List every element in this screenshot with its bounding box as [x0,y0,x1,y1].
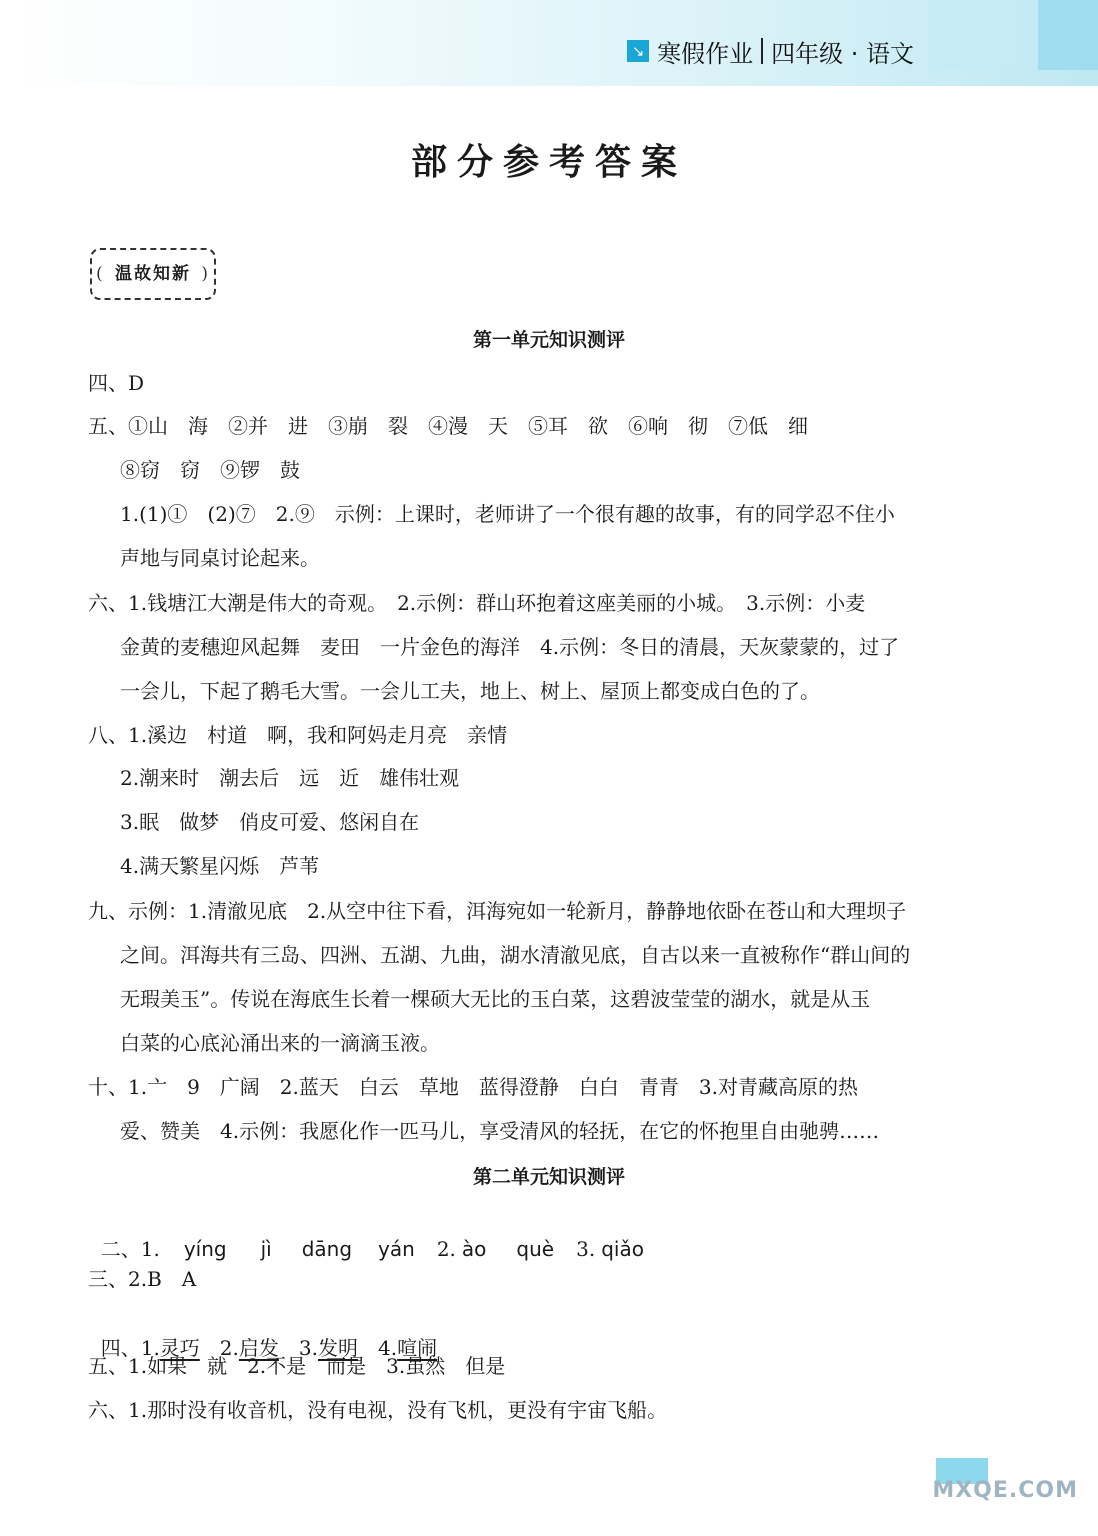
grade-subject: 四年级 · 语文 [771,39,914,68]
answer-line: 十、1.亠 9 广阔 2.蓝天 白云 草地 蓝得澄静 白白 青青 3.对青藏高原的热 [88,1075,858,1099]
answer-line: 白菜的心底沁涌出来的一滴滴玉液。 [120,1031,440,1055]
answer-line: ⑧窃 窃 ⑨锣 鼓 [120,458,300,482]
answer-line: 八、1.溪边 村道 啊，我和阿妈走月亮 亲情 [88,723,508,747]
header-decoration [928,0,1038,70]
answer-line: 2.潮来时 潮去后 远 近 雄伟壮观 [120,766,460,790]
answer-line [88,1210,644,1262]
answer-line: 九、示例：1.清澈见底 2.从空中往下看，洱海宛如一轮新月，静静地依卧在苍山和大理坝子 [88,899,907,923]
running-header [627,34,914,68]
answer-line: 四、D [88,371,145,395]
unit2-heading: 第二单元知识测评 [472,1166,625,1188]
answer-line: 五、1.如果 就 2.不是 而是 3.虽然 但是 [88,1354,506,1378]
section-badge: ( 温故知新 ) [90,248,216,300]
answer-line: 金黄的麦穗迎风起舞 麦田 一片金色的海洋 4.示例：冬日的清晨，天灰蒙蒙的，过了 [120,635,900,659]
answer-line: 六、1.那时没有收音机，没有电视，没有飞机，更没有宇宙飞船。 [88,1398,668,1422]
underlined-word: 发明 [318,1336,358,1360]
item-number: 二、1. [100,1237,160,1261]
pinyin-answer: jì [260,1237,272,1261]
answer-line: 无瑕美玉”。传说在海底生长着一棵硕大无比的玉白菜，这碧波莹莹的湖水，就是从玉 [120,987,871,1011]
answer-line: 爱、赞美 4.示例：我愿化作一匹马儿，享受清风的轻抚，在它的怀抱里自由驰骋…… [120,1119,880,1143]
underlined-word: 喧闹 [397,1336,438,1360]
answer-line: 四、1.灵巧 2.启发 3.发明 4.喧闹 [100,1336,438,1360]
answer-line: 六、1.钱塘江大潮是伟大的奇观。 2.示例：群山环抱着这座美丽的小城。 3.示例：小麦 [88,591,866,615]
underlined-word: 灵巧 [159,1336,200,1360]
arrow-icon: ↘ [627,40,649,62]
answer-line: 3.眠 做梦 俏皮可爱、悠闲自在 [120,810,420,834]
item-number: 3. [576,1237,596,1261]
answer-line: 五、①山 海 ②并 进 ③崩 裂 ④漫 天 ⑤耳 欲 ⑥响 彻 ⑦低 细 [88,414,808,438]
pinyin-answer: yán [378,1237,415,1261]
underlined-word: 启发 [238,1336,279,1360]
answer-line: 一会儿，下起了鹅毛大雪。一会儿工夫，地上、树上、屋顶上都变成白色的了。 [120,679,820,703]
answer-line: 之间。洱海共有三岛、四洲、五湖、九曲，湖水清澈见底，自古以来一直被称作“群山间的 [120,943,911,967]
pinyin-answer: yíng [183,1237,227,1261]
header-decoration [1038,0,1098,70]
book-name: 寒假作业 [657,39,754,68]
watermark: MXQE.COM [932,1478,1078,1503]
answer-line: 声地与同桌讨论起来。 [120,546,320,570]
pinyin-answer: ào [461,1237,487,1261]
page-title: 部分参考答案 [410,141,687,183]
answer-line: 1.(1)① (2)⑦ 2.⑨ 示例：上课时，老师讲了一个很有趣的故事，有的同学忍不住小 [120,502,895,526]
header-divider [761,38,763,64]
item-number: 2. [436,1237,456,1261]
pinyin-answer: dāng [301,1237,353,1261]
answer-line: 三、2.B A [88,1267,197,1291]
pinyin-answer: qiǎo [601,1237,644,1261]
answer-line: 4.满天繁星闪烁 芦苇 [120,854,320,878]
item-number: 四、1. [100,1336,160,1360]
pinyin-answer: què [516,1237,555,1261]
top-band [0,0,1098,86]
unit1-heading: 第一单元知识测评 [472,329,625,351]
